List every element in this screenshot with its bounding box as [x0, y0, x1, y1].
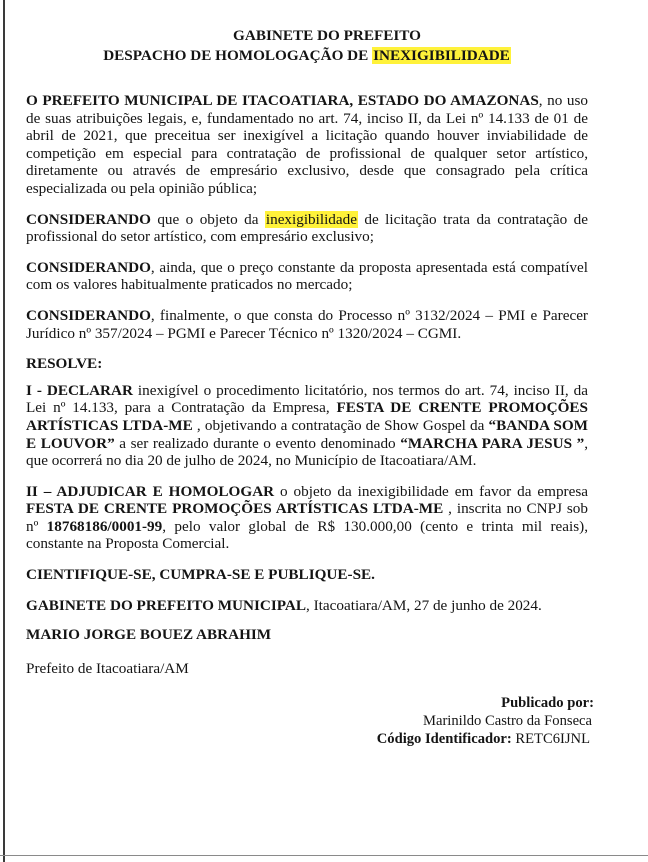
considerando-paragraph-3: [26, 307, 588, 342]
intro-paragraph: [26, 92, 588, 198]
considerando-2-text: , ainda, que o preço constante da proposta apresentada está compatível com os valores habitualmente praticados no mercado;: [26, 258, 588, 294]
publisher-name: Marinildo Castro da Fonseca: [422, 713, 592, 730]
header-office: GABINETE DO PREFEITO: [233, 27, 421, 44]
publication-title: Publicado por:: [501, 695, 594, 712]
item-2-bold-a: II – ADJUDICAR E HOMOLOGAR: [26, 482, 275, 500]
header-highlight: INEXIGIBILIDADE: [373, 47, 510, 64]
considerando-paragraph-2: [26, 259, 588, 294]
code-value: RETC6IJNL: [511, 730, 590, 747]
signatory-name: MARIO JORGE BOUEZ ABRAHIM: [26, 626, 272, 644]
header-title-text: DESPACHO DE HOMOLOGAÇÃO DE: [103, 47, 373, 64]
item-1-bold-a: I - DECLARAR: [26, 381, 133, 399]
item-2-company: FESTA DE CRENTE PROMOÇÕES ARTÍSTICAS LTDA-ME: [26, 500, 444, 518]
considerando-1-highlight: inexigibilidade: [265, 210, 357, 228]
item-2-text-c: , pelo valor global de R$ 130.000,00 (cento e trinta mil reais), constante na Proposta Comercial.: [26, 517, 589, 553]
item-1-text-d: , que ocorrerá no dia 20 de julho de 2024, no Município de Itacoatiara/AM.: [26, 434, 588, 470]
signatory-role: Prefeito de Itacoatiara/AM: [26, 659, 189, 677]
considerando-1-text-b: de licitação trata da contratação de profissional do setor artístico, com empresário exclusivo;: [26, 210, 588, 246]
item-1-event: “MARCHA PARA JESUS ”: [400, 434, 585, 452]
resolve-heading: RESOLVE:: [26, 355, 103, 373]
item-1-company: FESTA DE CRENTE PROMOÇÕES ARTÍSTICAS LTDA-ME: [26, 399, 588, 434]
item-1-text-a: inexigível o procedimento licitatório, nos termos do art. 74, inciso II, da Lei nº 14.133, para a Contratação da Empresa,: [26, 381, 588, 417]
resolution-item-2: [26, 483, 588, 553]
item-1-text-b: , objetivando a contratação de Show Gospel da: [192, 416, 489, 434]
considerando-3-text: , finalmente, o que consta do Processo nº 3132/2024 – PMI e Parecer Jurídico nº 357/2024 – PGMI e Parecer Técnico nº 1320/2024 – CGMI.: [26, 306, 588, 342]
resolution-item-1: [26, 382, 588, 470]
publication-code: [26, 731, 590, 749]
considerando-3-bold: CONSIDERANDO: [26, 306, 151, 324]
item-2-text-a: o objeto da inexigibilidade em favor da empresa: [274, 482, 588, 500]
considerando-1-bold: CONSIDERANDO: [26, 210, 151, 228]
header-title: [26, 46, 588, 66]
cientifique-line: CIENTIFIQUE-SE, CUMPRA-SE E PUBLIQUE-SE.: [26, 566, 375, 584]
intro-bold: O PREFEITO MUNICIPAL DE ITACOATIARA, ESTADO DO AMAZONAS: [26, 92, 539, 109]
item-1-text-c: a ser realizado durante o evento denominado: [114, 434, 401, 452]
item-2-text-b: , inscrita no CNPJ sob nº: [26, 500, 588, 535]
item-1-band: “BANDA SOM E LOUVOR”: [26, 416, 589, 452]
scan-edge-line: [3, 0, 5, 862]
considerando-1-text-a: que o objeto da: [150, 210, 265, 228]
gabinete-bold: GABINETE DO PREFEITO MUNICIPAL: [26, 596, 307, 614]
considerando-paragraph-1: [26, 211, 588, 246]
bottom-divider: [0, 855, 648, 856]
item-2-cnpj: 18768186/0001-99: [46, 517, 163, 535]
document-body: [26, 26, 594, 748]
gabinete-text: , Itacoatiara/AM, 27 de junho de 2024.: [306, 596, 542, 614]
code-label: Código Identificador:: [376, 730, 512, 747]
intro-text: , no uso de suas atribuições legais, e, fundamentado no art. 74, inciso II, da Lei nº 14.133 de 01 de abril de 2021, que preceitua ser inexigível a licitação quando houver inviabilidade de competição em especial para contratação de profissional de qualquer setor artístico, diretamente ou através de empresário exclusivo, desde que consagrado pela crítica especializada ou pela opinião pública;: [26, 92, 588, 197]
considerando-2-bold: CONSIDERANDO: [26, 258, 151, 276]
gabinete-paragraph: [26, 597, 588, 615]
document-header: [26, 26, 588, 66]
